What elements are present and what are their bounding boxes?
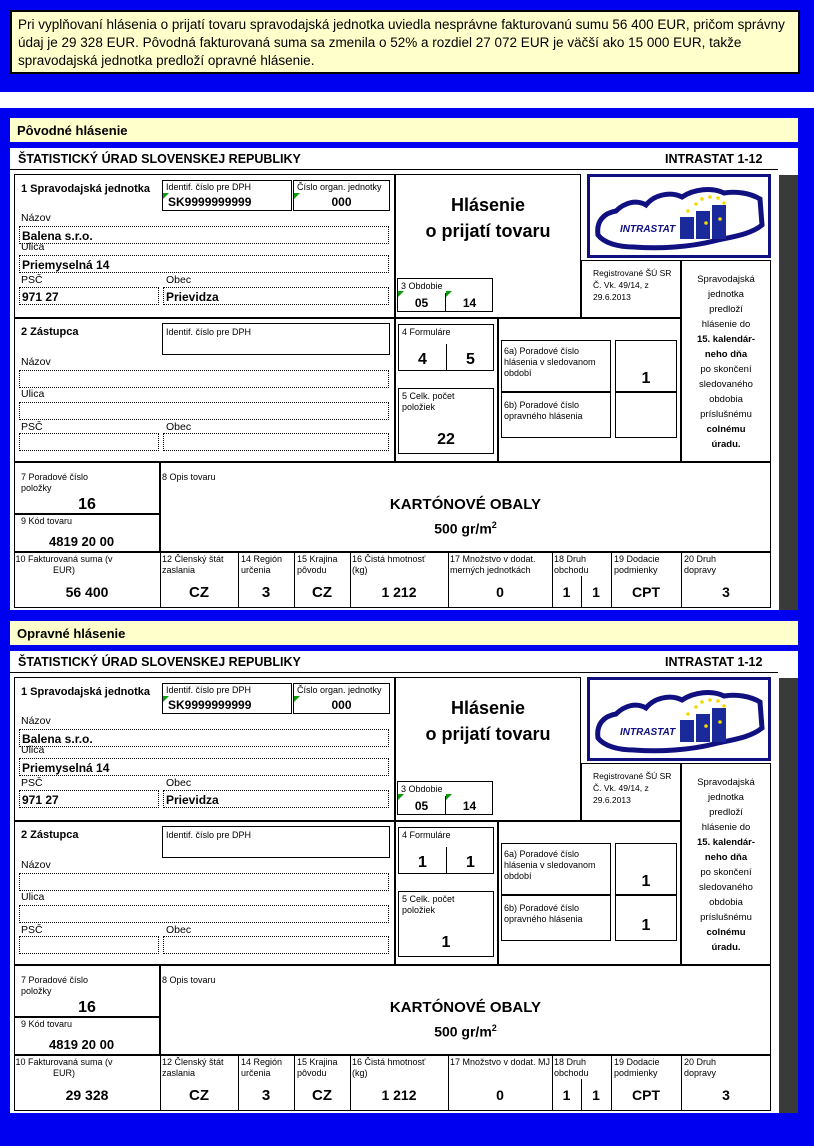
net-mass-value: 1 212: [381, 1087, 417, 1103]
seq-label-b: 6b) Poradové číslo opravného hlásenia: [504, 903, 583, 924]
delivery-terms-label: 19 Dodacie podmienky: [614, 554, 660, 575]
rep-zip-field: [19, 433, 159, 451]
deadline-line: colnému: [706, 927, 746, 938]
name-value: Balena s.r.o.: [22, 229, 93, 243]
vat-id-label: Identif. číslo pre DPH: [166, 685, 252, 695]
delivery-terms-value: CPT: [632, 584, 660, 600]
deadline-line: úradu.: [711, 439, 741, 450]
country-consign-label: 12 Členský štát zaslania: [162, 554, 224, 575]
deadline-line: sledovaného: [699, 379, 753, 390]
region-value: 3: [261, 584, 271, 601]
representative-label: 2 Zástupca: [21, 326, 79, 338]
seq-value-b: 1: [641, 917, 651, 934]
origin-label: 15 Krajina pôvodu: [297, 1057, 338, 1078]
city-label: Obec: [166, 274, 192, 286]
forms-total: 5: [466, 351, 475, 368]
seq-value-box-b: [615, 392, 677, 438]
commodity-code-value: 4819 20 00: [49, 1037, 115, 1052]
transport-value: 3: [722, 1087, 730, 1103]
reporting-unit-label: 1 Spravodajská jednotka: [21, 183, 150, 195]
description-label: 8 Opis tovaru: [162, 975, 216, 985]
deadline-line: hlásenie do: [701, 319, 751, 330]
header-rule: [10, 169, 778, 170]
item-number-value: 16: [78, 496, 96, 513]
transport-label: 20 Druh dopravy: [684, 554, 717, 575]
deadline-line: po skončení: [700, 867, 752, 878]
description-line1: KARTÓNOVÉ OBALY: [389, 999, 542, 1016]
deadline-line: príslušnému: [700, 409, 752, 420]
zip-value: 971 27: [22, 793, 59, 807]
quantity-label: 17 Množstvo v dodat. merných jednotkách: [450, 554, 536, 575]
registration-text: Registrované ŠÚ SR Č. Vk. 49/14, z 29.6.2013: [593, 268, 672, 302]
transaction-value-1: 1: [562, 1087, 571, 1103]
forms-number: 4: [418, 351, 427, 368]
deadline-line: sledovaného: [699, 882, 753, 893]
registration-text: Registrované ŠÚ SR Č. Vk. 49/14, z 29.6.2013: [593, 771, 672, 805]
seq-value-a: 1: [641, 873, 651, 890]
seq-label-a: 6a) Poradové číslo hlásenia v sledovanom období: [504, 849, 596, 881]
office-name: ŠTATISTICKÝ ÚRAD SLOVENSKEJ REPUBLIKY: [18, 655, 301, 669]
logo-text: INTRASTAT: [620, 727, 676, 738]
period-month: 05: [414, 296, 429, 310]
rep-city-label: Obec: [166, 924, 192, 936]
rep-vat-label: Identif. číslo pre DPH: [166, 327, 252, 337]
forms-number: 1: [418, 854, 427, 871]
section-original: Pôvodné hlásenie: [10, 118, 798, 142]
rep-zip-label: PSČ: [21, 421, 43, 433]
rep-zip-label: PSČ: [21, 924, 43, 936]
name-label: Názov: [21, 715, 51, 727]
rep-name-field: [19, 370, 389, 388]
right-band: [779, 175, 798, 610]
country-consign-value: CZ: [189, 1087, 209, 1104]
transaction-value-1: 1: [562, 584, 571, 600]
explanation-note: Pri vyplňovaní hlásenia o prijatí tovaru spravodajská jednotka uviedla nesprávne fakturovanú sumu 56 400 EUR, pričom správny údaj je 29 328 EUR. Pôvodná fakturovaná suma sa zmenila o 52% a rozdiel 27 072 EUR je väčší ako 15 000 EUR, takže spravodajská jednotka predloží opravné hlásenie.: [10, 10, 800, 74]
origin-label: 15 Krajina pôvodu: [297, 554, 338, 575]
flag-icon: [398, 291, 404, 297]
origin-value: CZ: [312, 584, 332, 601]
name-label: Názov: [21, 212, 51, 224]
seq-label-b: 6b) Poradové číslo opravného hlásenia: [504, 400, 583, 421]
forms-label: 4 Formuláre: [402, 830, 451, 840]
zip-label: PSČ: [21, 777, 43, 789]
deadline-line: neho dňa: [704, 852, 748, 863]
intrastat-logo: [587, 677, 771, 761]
transport-label: 20 Druh dopravy: [684, 1057, 717, 1078]
rep-street-label: Ulica: [21, 891, 45, 903]
description-line2: 500 $gr/m^2$: [434, 1023, 497, 1040]
transport-value: 3: [722, 584, 730, 600]
deadline-line: predloží: [709, 304, 743, 315]
items-label: 5 Celk. počet položiek: [402, 894, 455, 915]
invoice-amount-value: 29 328: [65, 1087, 109, 1103]
rep-street-field: [19, 905, 389, 923]
items-value: 22: [437, 431, 455, 448]
form-code: INTRASTAT 1-12: [665, 152, 763, 166]
deadline-line: hlásenie do: [701, 822, 751, 833]
city-label: Obec: [166, 777, 192, 789]
deadline-line: obdobia: [709, 394, 743, 405]
quantity-label: 17 Množstvo v dodat. MJ: [450, 1057, 551, 1067]
vat-id-label: Identif. číslo pre DPH: [166, 182, 252, 192]
transaction-value-2: 1: [592, 584, 600, 600]
transaction-label: 18 Druh obchodu: [554, 554, 589, 575]
org-unit-value: 000: [331, 698, 352, 712]
country-consign-value: CZ: [189, 584, 209, 601]
item-number-value: 16: [78, 999, 96, 1016]
deadline-line: 15. kalendár-: [696, 334, 756, 345]
forms-total: 1: [466, 854, 475, 871]
delivery-terms-value: CPT: [632, 1087, 660, 1103]
flag-icon: [446, 794, 452, 800]
transaction-label: 18 Druh obchodu: [554, 1057, 589, 1078]
deadline-line: Spravodajská: [697, 777, 755, 788]
title-line2: o prijatí tovaru: [425, 221, 551, 241]
office-name: ŠTATISTICKÝ ÚRAD SLOVENSKEJ REPUBLIKY: [18, 152, 301, 166]
net-mass-value: 1 212: [381, 584, 417, 600]
seq-value-a: 1: [641, 370, 651, 387]
net-mass-label: 16 Čistá hmotnosť (kg): [352, 1057, 426, 1078]
rep-street-field: [19, 402, 389, 420]
vat-id-value: SK9999999999: [168, 195, 252, 209]
delivery-terms-label: 19 Dodacie podmienky: [614, 1057, 660, 1078]
invoice-amount-label: 10 Fakturovaná suma (v EUR): [15, 554, 113, 575]
zip-label: PSČ: [21, 274, 43, 286]
period-month: 05: [414, 799, 429, 813]
origin-value: CZ: [312, 1087, 332, 1104]
rep-city-label: Obec: [166, 421, 192, 433]
deadline-line: predloží: [709, 807, 743, 818]
quantity-value: 0: [496, 584, 504, 600]
city-value: Prievidza: [166, 290, 219, 304]
description-label: 8 Opis tovaru: [162, 472, 216, 482]
form-code: INTRASTAT 1-12: [665, 655, 763, 669]
header-rule: [10, 672, 778, 673]
invoice-amount-label: 10 Fakturovaná suma (v EUR): [15, 1057, 113, 1078]
rep-zip-field: [19, 936, 159, 954]
deadline-line: obdobia: [709, 897, 743, 908]
street-label: Ulica: [21, 241, 45, 253]
rep-vat-label: Identif. číslo pre DPH: [166, 830, 252, 840]
rep-name-label: Názov: [21, 859, 51, 871]
period-label: 3 Obdobie: [401, 281, 443, 291]
deadline-line: po skončení: [700, 364, 752, 375]
seq-label-a: 6a) Poradové číslo hlásenia v sledovanom období: [504, 346, 596, 378]
title-line1: Hlásenie: [450, 698, 526, 718]
period-year: 14: [462, 799, 477, 813]
transaction-value-2: 1: [592, 1087, 600, 1103]
flag-icon: [446, 291, 452, 297]
title-line1: Hlásenie: [450, 195, 526, 215]
zip-value: 971 27: [22, 290, 59, 304]
flag-icon: [398, 794, 404, 800]
deadline-text: [681, 272, 771, 452]
street-label: Ulica: [21, 744, 45, 756]
intrastat-logo: [587, 174, 771, 258]
items-value: 1: [441, 934, 451, 951]
item-number-label: 7 Poradové číslo položky: [21, 472, 89, 493]
reporting-unit-label: 1 Spravodajská jednotka: [21, 686, 150, 698]
commodity-code-label: 9 Kód tovaru: [21, 516, 73, 526]
invoice-amount-value: 56 400: [65, 584, 109, 600]
slovakia-map-icon: [590, 177, 768, 255]
description-line2: 500 $gr/m^2$: [434, 520, 497, 537]
rep-name-label: Názov: [21, 356, 51, 368]
vat-id-value: SK9999999999: [168, 698, 252, 712]
correction-report-form: [10, 651, 798, 1113]
deadline-line: jednotka: [708, 289, 744, 300]
deadline-line: 15. kalendár-: [696, 837, 756, 848]
original-report-form: [10, 148, 798, 610]
period-year: 14: [462, 296, 477, 310]
org-unit-value: 000: [331, 195, 352, 209]
slovakia-map-icon: [590, 680, 768, 758]
deadline-line: colnému: [706, 424, 746, 435]
commodity-code-value: 4819 20 00: [49, 534, 115, 549]
org-unit-label: Číslo organ. jednotky: [297, 685, 382, 695]
street-value: Priemyselná 14: [22, 258, 110, 272]
deadline-text: [681, 775, 771, 955]
rep-street-label: Ulica: [21, 388, 45, 400]
description-line1: KARTÓNOVÉ OBALY: [389, 496, 542, 513]
rep-name-field: [19, 873, 389, 891]
street-value: Priemyselná 14: [22, 761, 110, 775]
deadline-line: príslušnému: [700, 912, 752, 923]
city-value: Prievidza: [166, 793, 219, 807]
deadline-line: jednotka: [708, 792, 744, 803]
region-label: 14 Región určenia: [241, 1057, 283, 1078]
flag-icon: [163, 696, 169, 702]
section-correction: Opravné hlásenie: [10, 621, 798, 645]
commodity-code-label: 9 Kód tovaru: [21, 1019, 73, 1029]
rep-city-field: [163, 433, 389, 451]
flag-icon: [163, 193, 169, 199]
flag-icon: [294, 696, 300, 702]
deadline-line: úradu.: [711, 942, 741, 953]
forms-label: 4 Formuláre: [402, 327, 451, 337]
org-unit-label: Číslo organ. jednotky: [297, 182, 382, 192]
quantity-value: 0: [496, 1087, 504, 1103]
title-line2: o prijatí tovaru: [425, 724, 551, 744]
deadline-line: Spravodajská: [697, 274, 755, 285]
item-number-label: 7 Poradové číslo položky: [21, 975, 89, 996]
flag-icon: [294, 193, 300, 199]
name-value: Balena s.r.o.: [22, 732, 93, 746]
rep-city-field: [163, 936, 389, 954]
period-label: 3 Obdobie: [401, 784, 443, 794]
region-label: 14 Región určenia: [241, 554, 283, 575]
representative-label: 2 Zástupca: [21, 829, 79, 841]
right-band: [779, 678, 798, 1113]
logo-text: INTRASTAT: [620, 224, 676, 235]
deadline-line: neho dňa: [704, 349, 748, 360]
net-mass-label: 16 Čistá hmotnosť (kg): [352, 554, 426, 575]
country-consign-label: 12 Členský štát zaslania: [162, 1057, 224, 1078]
items-label: 5 Celk. počet položiek: [402, 391, 455, 412]
region-value: 3: [261, 1087, 271, 1104]
